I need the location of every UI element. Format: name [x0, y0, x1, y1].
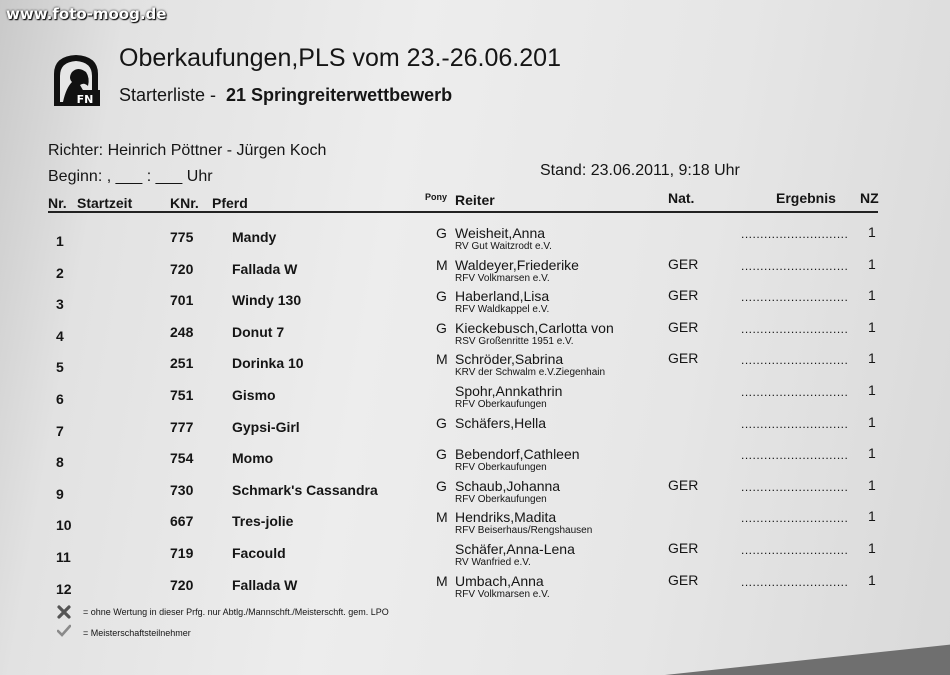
row-nr: 2: [56, 264, 64, 281]
row-nat: GER: [668, 540, 699, 556]
row-nr: 5: [56, 359, 64, 376]
row-result-placeholder: ............................: [741, 511, 849, 526]
checkmark-icon: [57, 624, 71, 638]
row-rider: Schröder,Sabrina: [455, 351, 564, 368]
table-row: [0, 571, 950, 609]
row-horse: Schmark's Cassandra: [232, 481, 378, 498]
row-knr: 720: [170, 576, 194, 593]
row-club: RFV Oberkaufungen: [455, 493, 547, 505]
row-club: RV Gut Waitzrodt e.V.: [455, 241, 552, 252]
row-result-placeholder: ............................: [741, 479, 849, 494]
row-nat: GER: [668, 350, 699, 367]
row-knr: 775: [170, 229, 194, 245]
row-horse: Gypsi-Girl: [232, 418, 300, 435]
row-nat: GER: [668, 476, 699, 493]
row-result-placeholder: ............................: [741, 385, 849, 399]
row-knr: 251: [170, 355, 194, 372]
row-horse: Momo: [232, 450, 274, 467]
row-horse: Windy 130: [232, 292, 302, 309]
row-rider: Schäfers,Hella: [455, 414, 547, 431]
row-result-placeholder: ............................: [741, 321, 849, 336]
col-header-pferd: Pferd: [212, 195, 248, 211]
row-nz: 1: [868, 413, 876, 430]
row-result-placeholder: ............................: [741, 290, 849, 305]
row-pony: G: [436, 414, 447, 431]
row-nat: GER: [668, 571, 699, 588]
row-result-placeholder: ............................: [741, 227, 849, 241]
row-horse: Fallada W: [232, 576, 298, 593]
judges-line: Richter: Heinrich Pöttner - Jürgen Koch: [48, 142, 327, 159]
row-horse: Donut 7: [232, 323, 285, 340]
row-club: RSV Großenritte 1951 e.V.: [455, 335, 574, 347]
row-result-placeholder: ............................: [741, 258, 849, 273]
row-knr: 730: [170, 481, 194, 498]
row-result-placeholder: ............................: [741, 416, 849, 431]
row-rider: Kieckebusch,Carlotta von: [455, 319, 614, 336]
row-pony: M: [436, 572, 448, 589]
row-nr: 11: [56, 549, 71, 565]
row-rider: Weisheit,Anna: [455, 225, 546, 241]
row-rider: Haberland,Lisa: [455, 288, 550, 305]
begin-line: Beginn: , ___ : ___ Uhr: [48, 168, 213, 185]
row-pony: G: [436, 319, 447, 336]
watermark: www.foto-moog.de: [6, 5, 167, 23]
event-name: 21 Springreiterwettbewerb: [226, 85, 453, 105]
row-club: KRV der Schwalm e.V.Ziegenhain: [455, 367, 606, 379]
row-club: RFV Oberkaufungen: [455, 462, 547, 474]
row-club: RFV Waldkappel e.V.: [455, 304, 550, 316]
row-rider: Umbach,Anna: [455, 572, 544, 589]
row-nr: 10: [56, 517, 72, 534]
row-nr: 12: [56, 580, 72, 597]
row-pony: M: [436, 256, 448, 273]
row-nr: 6: [56, 391, 64, 407]
row-nr: 3: [56, 296, 64, 313]
row-nz: 1: [868, 318, 876, 335]
row-club: RFV Oberkaufungen: [455, 399, 547, 410]
row-nr: 9: [56, 485, 64, 502]
row-club: RFV Volkmarsen e.V.: [455, 588, 550, 600]
row-nz: 1: [868, 476, 876, 493]
row-knr: 751: [170, 387, 194, 403]
col-header-reiter: Reiter: [455, 192, 495, 208]
row-rider: Spohr,Annkathrin: [455, 383, 563, 399]
row-nz: 1: [868, 350, 876, 367]
row-knr: 754: [170, 450, 194, 467]
row-knr: 719: [170, 545, 194, 561]
svg-text:FN: FN: [76, 93, 94, 106]
row-horse: Facould: [232, 545, 286, 561]
row-pony: G: [436, 288, 447, 305]
row-knr: 720: [170, 260, 194, 277]
row-club: RFV Beiserhaus/Rengshausen: [455, 525, 593, 537]
row-pony: M: [436, 509, 448, 526]
row-club: RV Wanfried e.V.: [455, 557, 531, 568]
row-knr: 777: [170, 418, 194, 435]
col-header-nz: NZ: [860, 190, 879, 206]
row-rider: Waldeyer,Friederike: [455, 256, 579, 273]
row-pony: G: [436, 446, 447, 463]
row-nz: 1: [868, 445, 876, 462]
row-nz: 1: [868, 382, 876, 398]
row-nz: 1: [868, 571, 876, 588]
col-header-ergebnis: Ergebnis: [776, 190, 836, 206]
row-pony: M: [436, 351, 448, 368]
row-horse: Dorinka 10: [232, 355, 304, 372]
cross-icon: [57, 605, 71, 619]
row-rider: Bebendorf,Cathleen: [455, 446, 580, 463]
row-nat: GER: [668, 255, 699, 272]
row-nr: 4: [56, 327, 64, 344]
row-result-placeholder: ............................: [741, 353, 849, 368]
row-club: RFV Volkmarsen e.V.: [455, 272, 550, 284]
row-pony: G: [436, 225, 447, 241]
row-horse: Mandy: [232, 229, 277, 245]
row-rider: Schaub,Johanna: [455, 477, 561, 494]
page-title: Oberkaufungen,PLS vom 23.-26.06.201: [119, 44, 561, 72]
subtitle-prefix: Starterliste -: [119, 85, 217, 105]
row-nat: GER: [668, 318, 699, 335]
page-subtitle: [119, 85, 452, 106]
col-header-nr: Nr.: [48, 195, 67, 211]
row-nz: 1: [868, 508, 876, 525]
legend-text-check: = Meisterschaftsteilnehmer: [83, 628, 191, 638]
row-nz: 1: [868, 540, 876, 556]
row-horse: Gismo: [232, 387, 276, 403]
row-nat: GER: [668, 287, 699, 304]
legend-text-cross: = ohne Wertung in dieser Prfg. nur Abtlg./Mannschft./Meisterschft. gem. LPO: [83, 607, 389, 617]
row-knr: 701: [170, 292, 194, 309]
row-result-placeholder: ............................: [741, 448, 849, 463]
row-horse: Tres-jolie: [232, 513, 294, 530]
row-nr: 1: [56, 233, 64, 249]
status-timestamp: Stand: 23.06.2011, 9:18 Uhr: [540, 162, 740, 179]
row-nz: 1: [868, 287, 876, 304]
fn-horse-logo-icon: [50, 52, 102, 108]
row-nr: 7: [56, 422, 64, 439]
row-rider: Hendriks,Madita: [455, 509, 557, 526]
row-result-placeholder: ............................: [741, 574, 849, 589]
row-nz: 1: [868, 255, 876, 272]
row-pony: G: [436, 477, 447, 494]
row-nz: 1: [868, 224, 876, 240]
col-header-startzeit: Startzeit: [77, 195, 133, 211]
row-nr: 8: [56, 454, 64, 471]
row-knr: 248: [170, 323, 194, 340]
row-rider: Schäfer,Anna-Lena: [455, 541, 575, 557]
row-horse: Fallada W: [232, 260, 298, 277]
header-rule: [48, 211, 878, 213]
col-header-pony: Pony: [425, 192, 448, 202]
col-header-knr: KNr.: [170, 195, 199, 211]
row-knr: 667: [170, 513, 194, 530]
col-header-nat: Nat.: [668, 190, 695, 206]
row-result-placeholder: ............................: [741, 543, 849, 557]
